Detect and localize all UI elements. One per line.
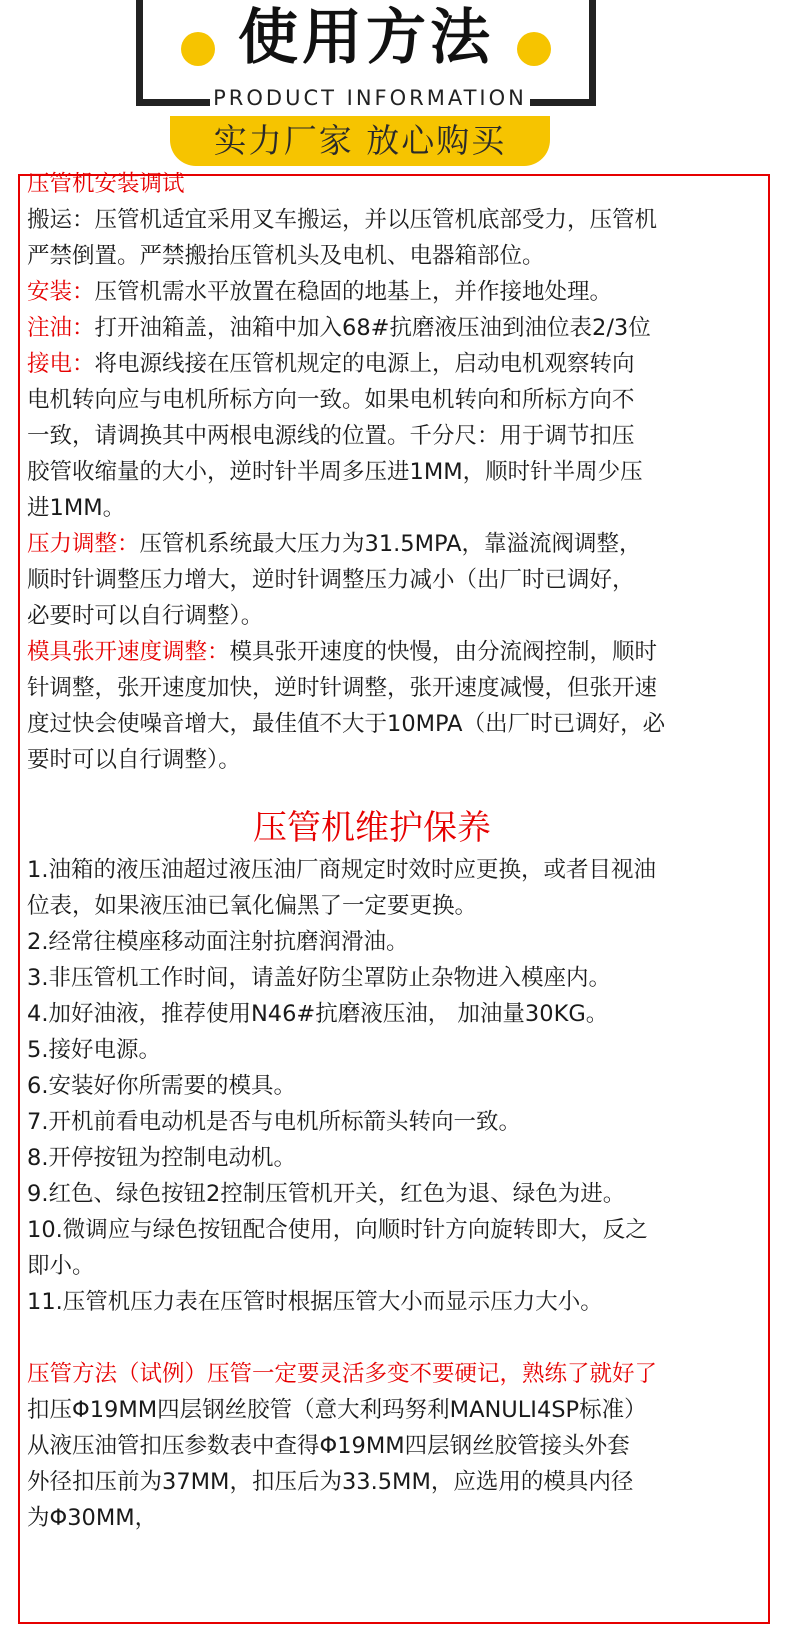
die-paragraph: [27, 634, 747, 670]
paragraph-line: 外径扣压前为37MM，扣压后为33.5MM，应选用的模具内径: [27, 1469, 634, 1495]
list-item: 4.加好油液，推荐使用N46#抗磨液压油， 加油量30KG。: [27, 1001, 609, 1027]
slogan-banner: 实力厂家 放心购买: [170, 116, 550, 166]
paragraph-line: 度过快会使噪音增大，最佳值不大于10MPA（出厂时已调好，必: [27, 711, 666, 737]
list-item: 7.开机前看电动机是否与电机所标箭头转向一致。: [27, 1109, 521, 1135]
mount-text: 压管机需水平放置在稳固的地基上，并作接地处理。: [94, 279, 613, 305]
oil-label: 注油：: [27, 315, 95, 341]
list-item: 10.微调应与绿色按钮配合使用，向顺时针方向旋转即大，反之: [27, 1217, 648, 1243]
die-text: 模具张开速度的快慢，由分流阀控制，顺时: [229, 639, 658, 665]
paragraph-line: 进1MM。: [27, 495, 126, 521]
content: [27, 166, 747, 1536]
list-item: 1.油箱的液压油超过液压油厂商规定时效时应更换，或者目视油: [27, 857, 656, 883]
list-item: 3.非压管机工作时间，请盖好防尘罩防止杂物进入模座内。: [27, 965, 611, 991]
pressure-label: 压力调整：: [27, 531, 140, 557]
page-subtitle: PRODUCT INFORMATION: [210, 86, 530, 110]
maintenance-section-title: 压管机维护保养: [253, 808, 491, 848]
power-paragraph: [27, 346, 747, 382]
list-item: 即小。: [27, 1253, 95, 1279]
list-item: 11.压管机压力表在压管时根据压管大小而显示压力大小。: [27, 1289, 603, 1315]
install-section-title: 压管机安装调试: [27, 171, 185, 197]
paragraph-line: 严禁倒置。严禁搬抬压管机头及电机、电器箱部位。: [27, 243, 545, 269]
die-label: 模具张开速度调整：: [27, 639, 230, 665]
paragraph-line: 胶管收缩量的大小，逆时针半周多压进1MM，顺时针半周少压: [27, 459, 643, 485]
list-item: 位表，如果液压油已氧化偏黑了一定要更换。: [27, 893, 478, 919]
oil-paragraph: [27, 310, 747, 346]
paragraph-line: 搬运：压管机适宜采用叉车搬运，并以压管机底部受力，压管机: [27, 207, 658, 233]
power-text: 将电源线接在压管机规定的电源上，启动电机观察转向: [94, 351, 635, 377]
power-label: 接电：: [27, 351, 95, 377]
paragraph-line: 为Φ30MM，: [27, 1505, 158, 1531]
paragraph-line: 必要时可以自行调整）。: [27, 603, 264, 629]
pressure-text: 压管机系统最大压力为31.5MPA，靠溢流阀调整，: [139, 531, 642, 557]
mount-paragraph: [27, 274, 747, 310]
list-item: 6.安装好你所需要的模具。: [27, 1073, 296, 1099]
paragraph-line: 一致，请调换其中两根电源线的位置。千分尺：用于调节扣压: [27, 423, 635, 449]
paragraph-line: 电机转向应与电机所标方向一致。如果电机转向和所标方向不: [27, 387, 635, 413]
list-item: 8.开停按钮为控制电动机。: [27, 1145, 296, 1171]
paragraph-line: 针调整，张开速度加快，逆时针调整，张开速度减慢，但张开速: [27, 675, 658, 701]
paragraph-line: 要时可以自行调整）。: [27, 747, 241, 773]
oil-text: 打开油箱盖，油箱中加入68#抗磨液压油到油位表2/3位: [94, 315, 651, 341]
paragraph-line: 顺时针调整压力增大，逆时针调整压力减小（出厂时已调好，: [27, 567, 635, 593]
paragraph-line: 扣压Φ19MM四层钢丝胶管（意大利玛努利MANULI4SP标准）: [27, 1397, 647, 1423]
page-title: 使用方法: [238, 3, 494, 73]
pressure-paragraph: [27, 526, 747, 562]
list-item: 5.接好电源。: [27, 1037, 161, 1063]
method-section-title: 压管方法（试例）压管一定要灵活多变不要硬记，熟练了就好了: [27, 1361, 658, 1387]
list-item: 2.经常往模座移动面注射抗磨润滑油。: [27, 929, 409, 955]
paragraph-line: 从液压油管扣压参数表中查得Φ19MM四层钢丝胶管接头外套: [27, 1433, 630, 1459]
mount-label: 安装：: [27, 279, 95, 305]
list-item: 9.红色、绿色按钮2控制压管机开关，红色为退、绿色为进。: [27, 1181, 626, 1207]
